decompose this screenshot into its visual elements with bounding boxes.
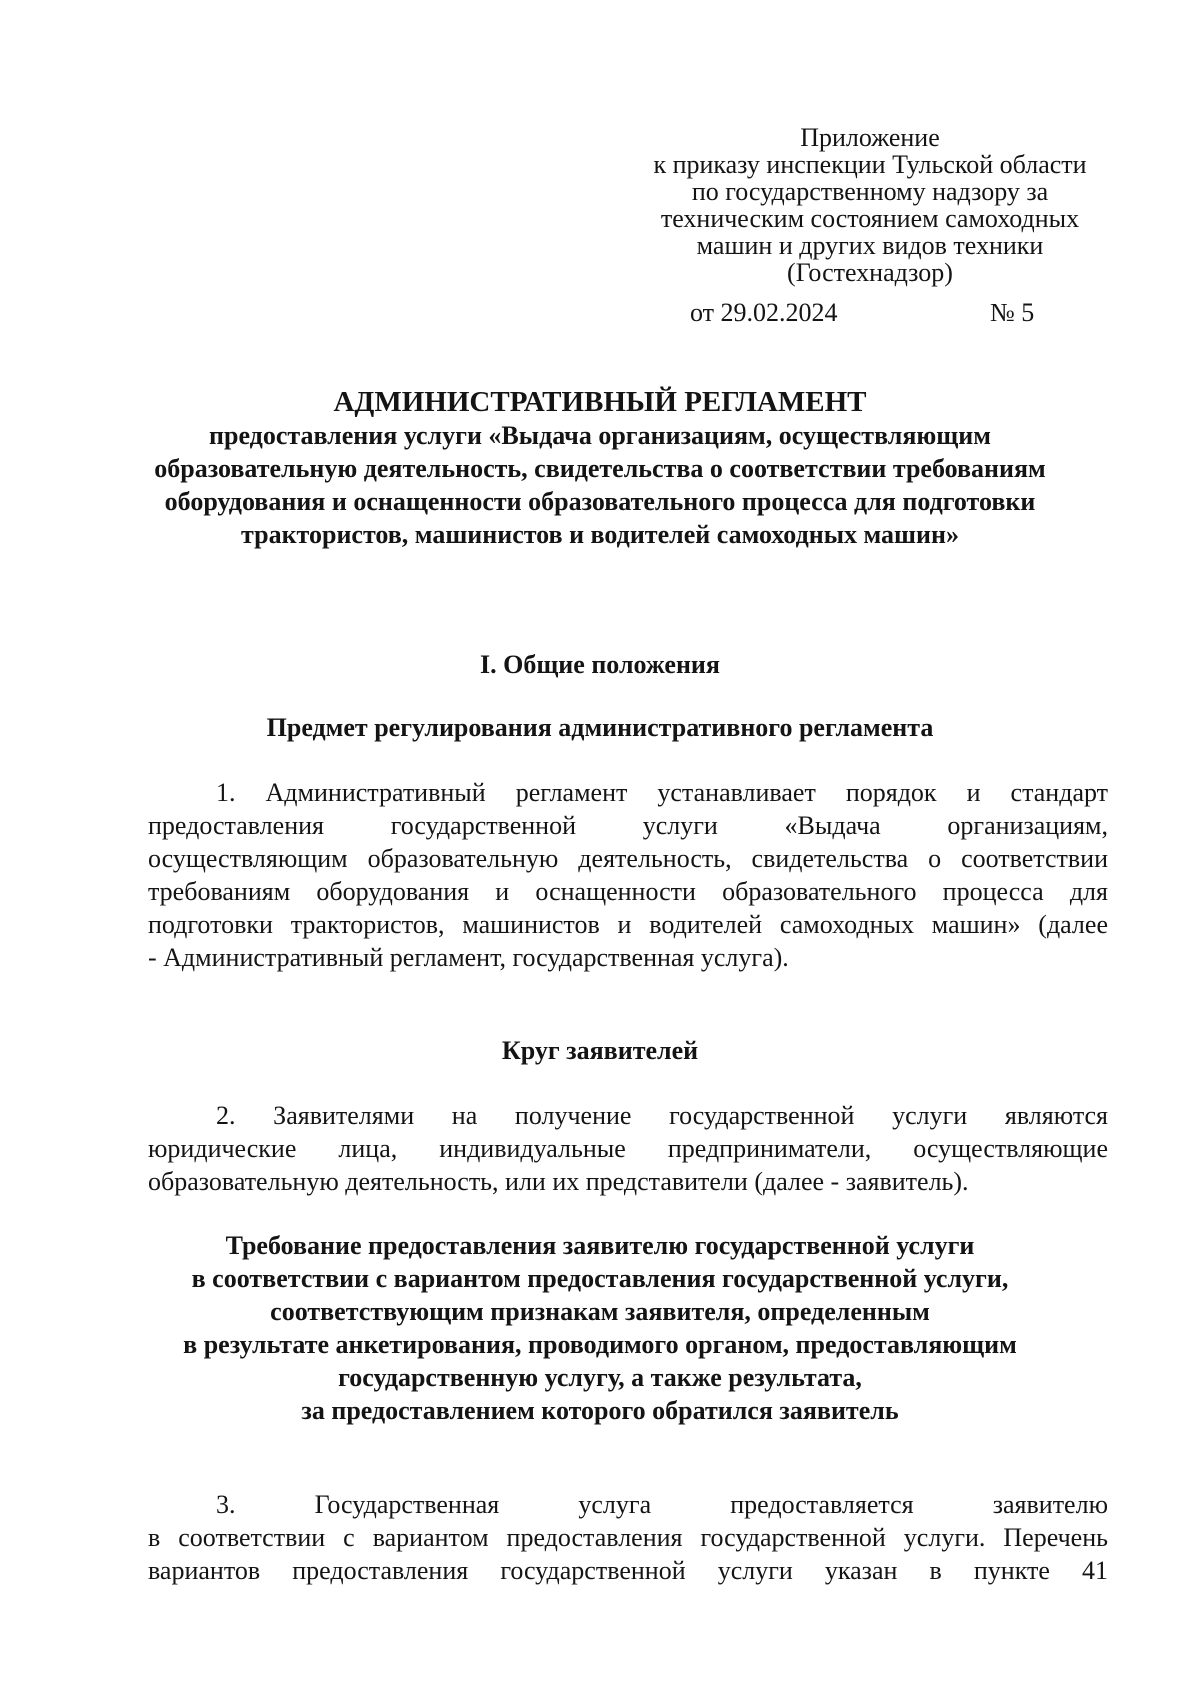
subtitle-line: трактористов, машинистов и водителей самоходных машин» (241, 520, 959, 549)
paragraph-line: 1. Административный регламент устанавливает порядок и стандарт (216, 778, 1108, 807)
subheading-line: в соответствии с вариантом предоставления государственной услуги, (191, 1264, 1009, 1293)
paragraph-2 (148, 1099, 1108, 1198)
section-heading: I. Общие положения (480, 650, 720, 679)
subtitle-line: образовательную деятельность, свидетельства о соответствии требованиям (154, 454, 1046, 483)
paragraph-line: 2. Заявителями на получение государственной услуги являются (216, 1101, 1108, 1130)
paragraph-3 (148, 1488, 1108, 1587)
appendix-line: машин и других видов техники (696, 231, 1044, 260)
subheading-line: Требование предоставления заявителю государственной услуги (225, 1231, 975, 1260)
subtitle-line: предоставления услуги «Выдача организациям, осуществляющим (209, 421, 991, 450)
paragraph-1 (148, 776, 1108, 974)
appendix-line: Приложение (800, 123, 940, 152)
subheading-line: в результате анкетирования, проводимого органом, предоставляющим (183, 1330, 1017, 1359)
paragraph-line: подготовки трактористов, машинистов и водителей самоходных машин» (далее (148, 910, 1108, 939)
appendix-line: по государственному надзору за (691, 177, 1049, 206)
document-title: АДМИНИСТРАТИВНЫЙ РЕГЛАМЕНТ (333, 386, 867, 418)
order-number: № 5 (990, 298, 1035, 327)
paragraph-line: юридические лица, индивидуальные предприниматели, осуществляющие (148, 1134, 1108, 1163)
subtitle-line: оборудования и оснащенности образовательного процесса для подготовки (164, 487, 1036, 516)
paragraph-line: требованиям оборудования и оснащенности образовательного процесса для (148, 877, 1108, 906)
paragraph-line: в соответствии с вариантом предоставления государственной услуги. Перечень (148, 1523, 1108, 1552)
subheading-line: соответствующим признакам заявителя, определенным (270, 1297, 930, 1326)
subheading-line: государственную услугу, а также результата, (338, 1363, 862, 1392)
appendix-line: к приказу инспекции Тульской области (653, 150, 1087, 179)
paragraph-line: 3. Государственная услуга предоставляется заявителю (216, 1490, 1108, 1519)
order-reference (690, 298, 1070, 332)
paragraph-line: - Административный регламент, государственная услуга). (148, 943, 789, 972)
appendix-line: техническим состоянием самоходных (660, 204, 1080, 233)
appendix-line: (Гостехнадзор) (787, 258, 953, 287)
paragraph-line: вариантов предоставления государственной услуги указан в пункте 41 (148, 1556, 1108, 1585)
subheading-line: за предоставлением которого обратился заявитель (301, 1396, 899, 1425)
subheading-requirement (100, 1229, 1100, 1427)
appendix-header (590, 124, 1150, 286)
subheading-subject: Предмет регулирования административного регламента (266, 713, 934, 742)
paragraph-line: образовательную деятельность, или их представители (далее - заявитель). (148, 1167, 969, 1196)
paragraph-line: осуществляющим образовательную деятельность, свидетельства о соответствии (148, 844, 1108, 873)
subheading-applicants: Круг заявителей (501, 1036, 699, 1065)
order-date: от 29.02.2024 (690, 298, 838, 327)
document-subtitle (100, 419, 1100, 551)
paragraph-line: предоставления государственной услуги «Выдача организациям, (148, 811, 1108, 840)
